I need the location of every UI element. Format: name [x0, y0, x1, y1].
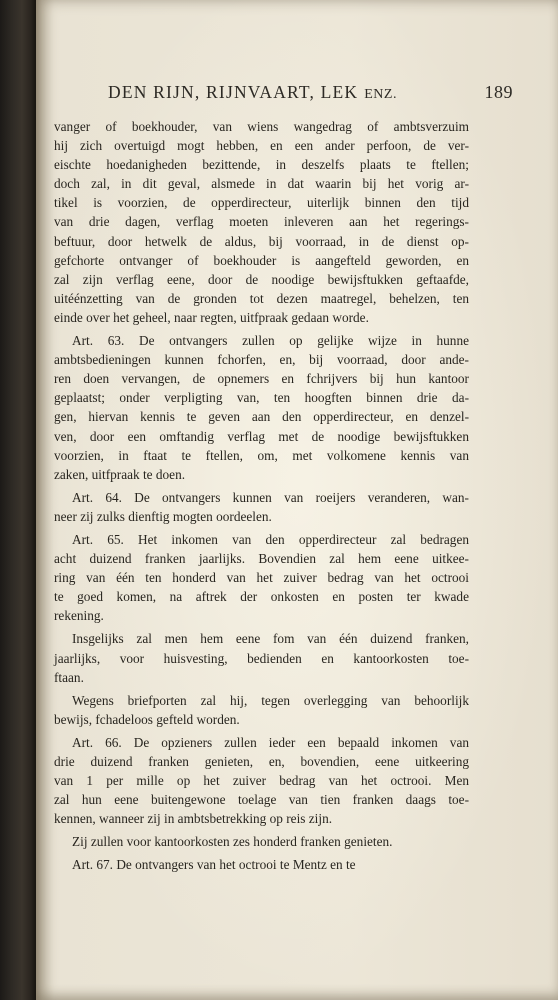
- text-line: rekening.: [54, 608, 104, 624]
- text-line: voorzien, in ftaat te ftellen, om, met volkomene kennis van: [54, 447, 469, 463]
- text-line: zaken, uitfpraak te doen.: [54, 466, 186, 482]
- paragraph: [54, 488, 469, 526]
- text-line: Insgelijks zal men hem eene fom van één duizend franken,: [72, 631, 469, 647]
- paragraph: [54, 117, 469, 327]
- text-line: einde over het geheel, naar regten, uitfpraak gedaan worde.: [54, 309, 369, 325]
- text-line: ftaan.: [54, 669, 84, 685]
- text-line: bewijs, fchadeloos gefteld worden.: [54, 711, 240, 727]
- body-text: [54, 117, 469, 875]
- text-line: zal zijn verflag eene, door de noodige bewijsftukken geftaafde,: [54, 271, 469, 287]
- paragraph: [54, 691, 469, 729]
- text-line: Art. 65. Het inkomen van den opperdirecteur zal bedragen: [72, 531, 469, 547]
- text-line: Zij zullen voor kantoorkosten zes honderd franken genieten.: [72, 834, 393, 850]
- text-line: te goed komen, na aftrek der onkosten en posten ter kwade: [54, 589, 469, 605]
- text-line: eischte hoedanigheden bezittende, in deszelfs plaats te ftellen;: [54, 157, 469, 173]
- paragraph: [54, 629, 469, 686]
- text-line: uitéénzetting van de gronden tot dezen maatregel, behelzen, ten: [54, 290, 469, 306]
- text-line: Art. 66. De opzieners zullen ieder een bepaald inkomen van: [72, 734, 469, 750]
- text-line: ren doen vervangen, de opnemers en fchrijvers bij hun kantoor: [54, 371, 469, 387]
- paragraph: [54, 733, 469, 828]
- text-line: doch zal, in dit geval, alsmede in dat waarin bij het vorig ar-: [54, 176, 469, 192]
- text-line: zal hun eene buitengewone toelage van tien franken daags toe-: [54, 792, 469, 808]
- text-line: van drie dagen, verflag moeten inleveren aan het regerings-: [54, 214, 469, 230]
- text-line: beftuur, door hetwelk de aldus, bij voorraad, in de dienst op-: [54, 233, 469, 249]
- text-line: Art. 64. De ontvangers kunnen van roeijers veranderen, wan-: [72, 489, 469, 505]
- text-line: gen, hiervan kennis te geven aan den opperdirecteur, en denzel-: [54, 409, 469, 425]
- text-line: van 1 per mille op het zuiver bedrag van het octrooi. Men: [54, 773, 469, 789]
- text-line: kennen, wanneer zij in ambtsbetrekking op reis zijn.: [54, 811, 333, 827]
- text-line: Wegens briefporten zal hij, tegen overlegging van behoorlijk: [72, 692, 469, 708]
- text-line: tikel is voorzien, de opperdirecteur, uiterlijk binnen den tijd: [54, 195, 469, 211]
- paragraph: [54, 832, 469, 851]
- text-line: hij zich overtuigd mogt hebben, en een ander perfoon, de ver-: [54, 138, 469, 154]
- text-line: geplaatst; onder verpligting van, ten hoogften binnen drie da-: [54, 390, 469, 406]
- running-head-suffix: ENZ.: [364, 87, 397, 102]
- running-head-title: DEN RIJN, RIJNVAART, LEK: [108, 82, 359, 102]
- text-line: Art. 67. De ontvangers van het octrooi te Mentz en te: [72, 857, 356, 873]
- running-head: [108, 82, 513, 103]
- paragraph: [54, 855, 469, 874]
- text-line: vanger of boekhouder, van wiens wangedrag of ambtsverzuim: [54, 119, 469, 134]
- text-line: ven, door een omftandig verflag met de noodige bewijsftukken: [54, 428, 469, 444]
- text-line: jaarlijks, voor huisvesting, bedienden en kantoorkosten toe-: [54, 650, 469, 666]
- paragraph: [54, 530, 469, 625]
- text-line: gefchorte ontvanger of boekhouder is aangefteld geworden, en: [54, 252, 469, 268]
- paragraph: [54, 331, 469, 484]
- text-line: drie duizend franken genieten, en, bovendien, eene uitkeering: [54, 754, 469, 769]
- text-line: acht duizend franken jaarlijks. Bovendien zal hem eene uitkee-: [54, 551, 469, 567]
- text-line: neer zij zulks dienftig mogten oordeelen.: [54, 508, 272, 524]
- text-line: ring van één ten honderd van het zuiver bedrag van het octrooi: [54, 570, 469, 586]
- text-line: Art. 63. De ontvangers zullen op gelijke wijze in hunne: [72, 333, 469, 349]
- book-page: [36, 0, 558, 1000]
- text-line: ambtsbedieningen kunnen fchorfen, en, bij voorraad, door ande-: [54, 352, 469, 368]
- page-number: 189: [484, 82, 513, 102]
